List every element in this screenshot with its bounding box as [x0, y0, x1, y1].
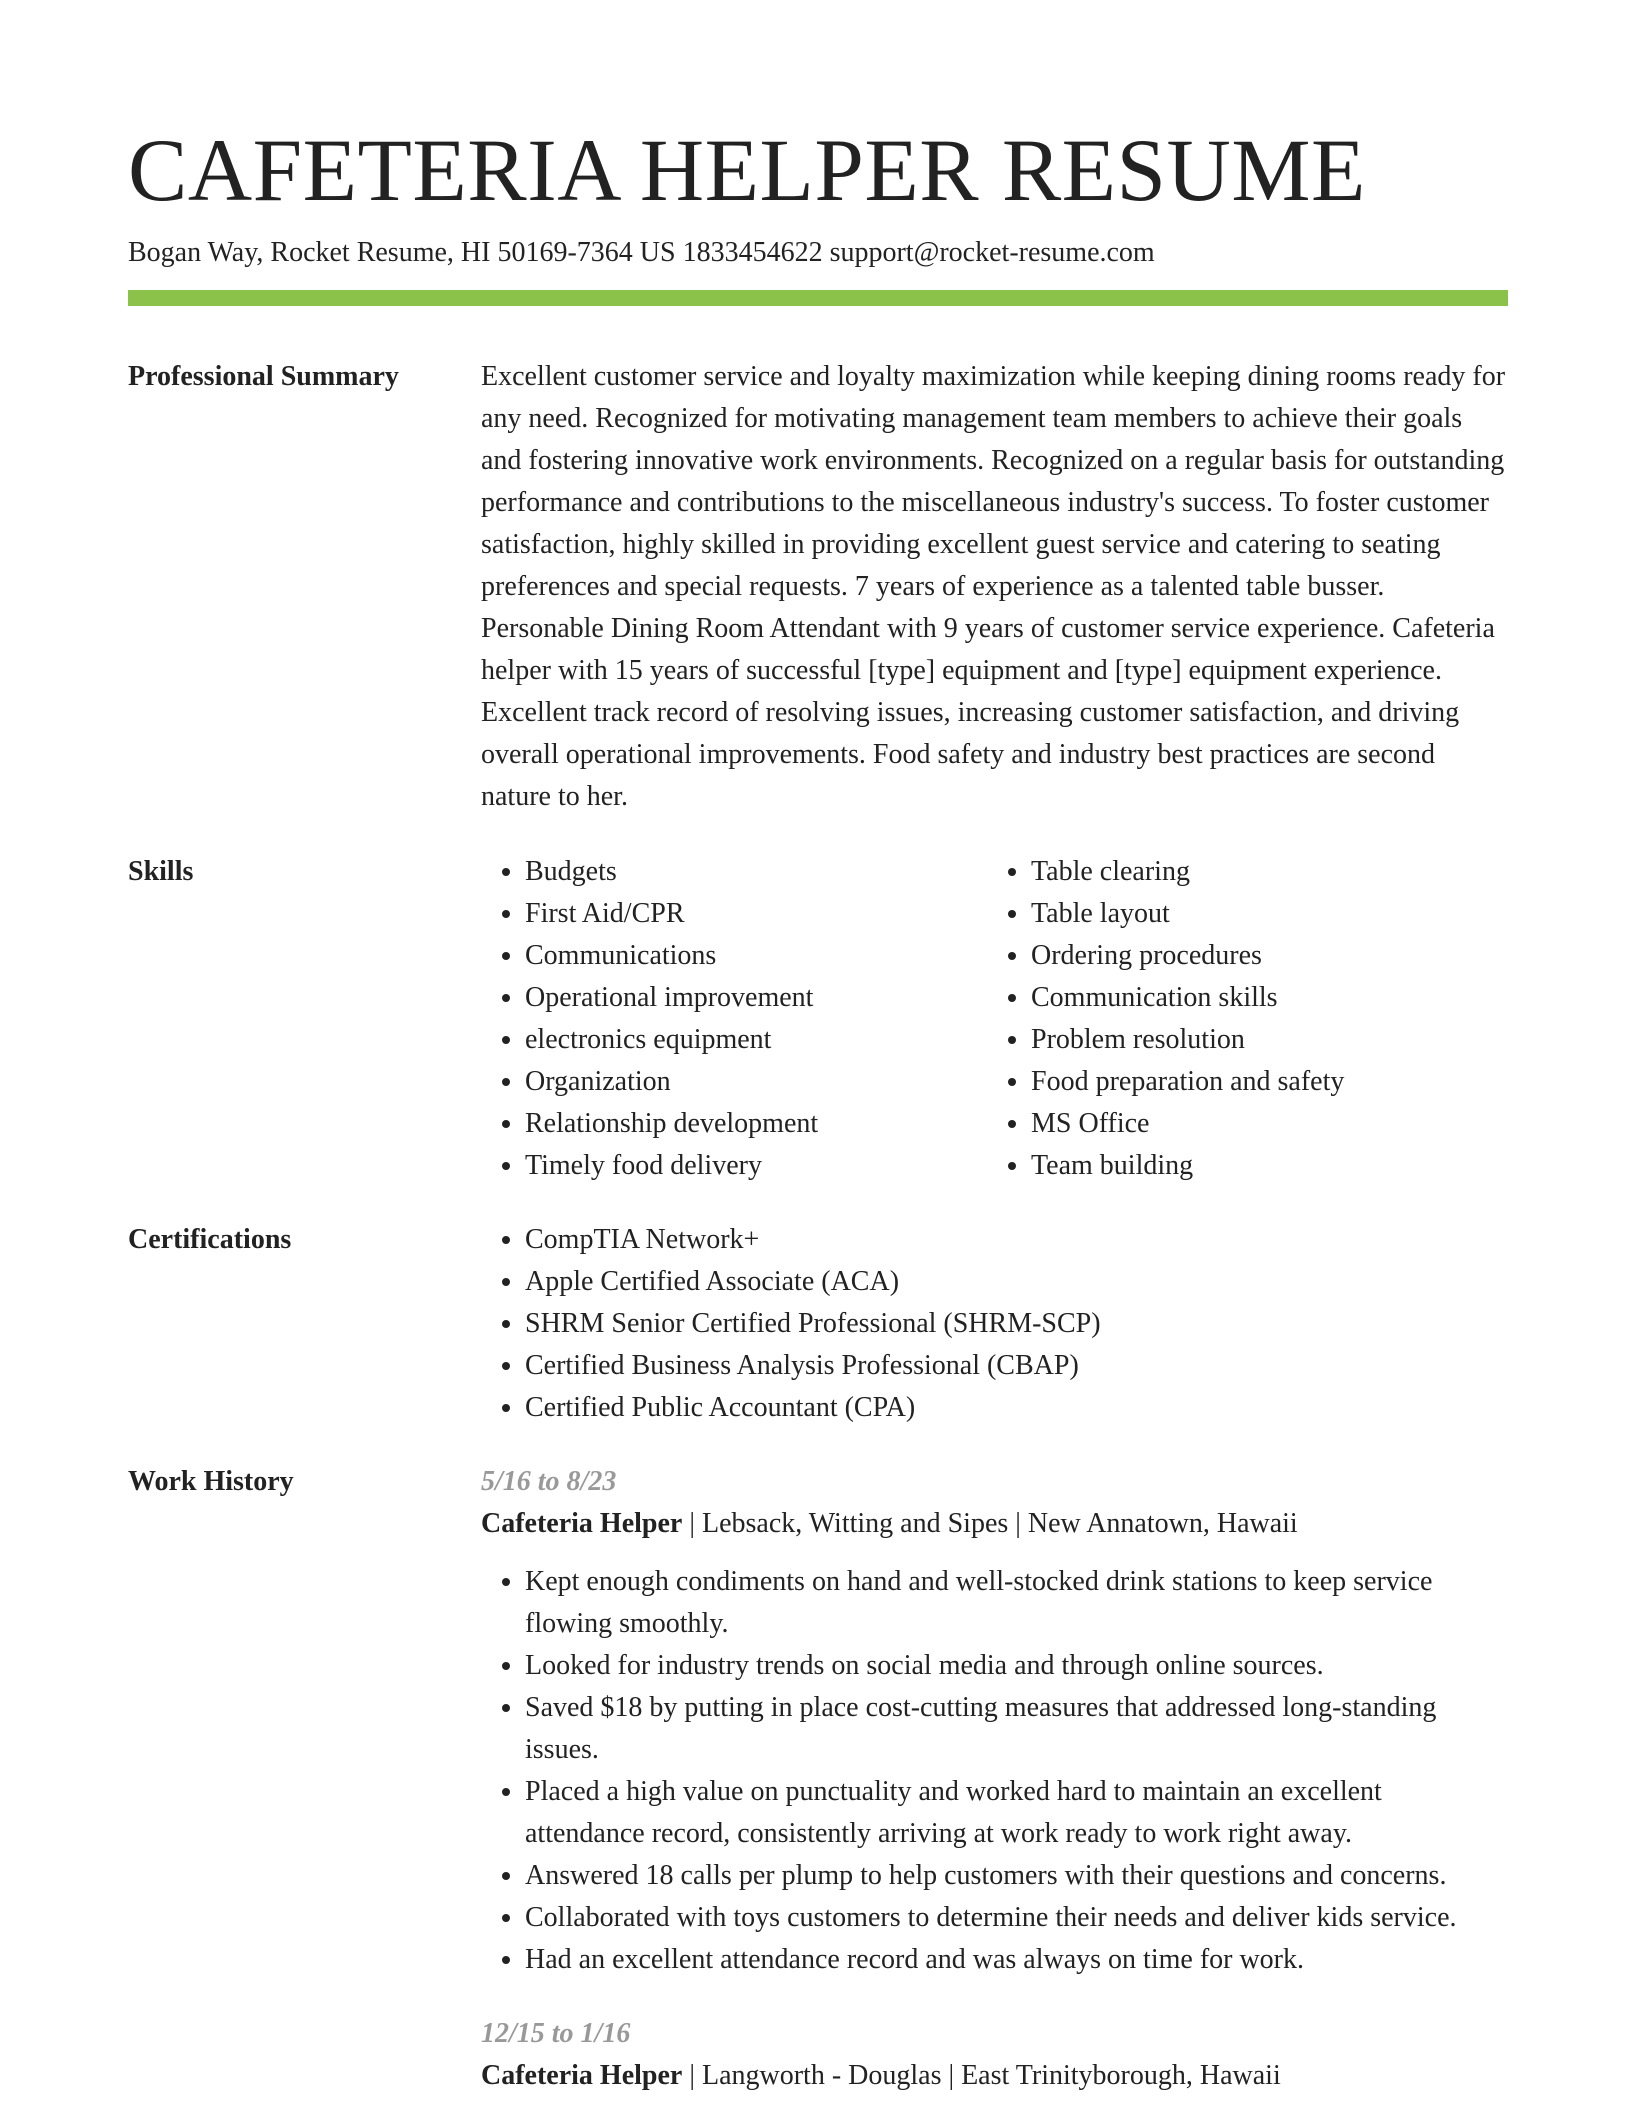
work-history-section	[128, 1461, 1508, 2097]
skills-list-right	[987, 851, 1493, 1187]
list-item: • Saved $18 by putting in place cost-cutting measures that addressed long-standing issues.	[525, 1687, 1508, 1771]
work-history-label: Work History	[128, 1466, 294, 1497]
list-item: • Ordering procedures	[1031, 935, 1493, 977]
job-dates: 5/16 to 8/23	[481, 1466, 617, 1497]
list-item: • Food preparation and safety	[1031, 1061, 1493, 1103]
skills-label: Skills	[128, 856, 194, 887]
skills-list-left	[481, 851, 987, 1187]
list-item: • Budgets	[525, 851, 987, 893]
job-entry	[481, 2013, 1508, 2097]
work-history-body	[481, 1461, 1508, 2097]
list-item: • Placed a high value on punctuality and worked hard to maintain an excellent attendance record, consistently arriving at work ready to work right away.	[525, 1771, 1508, 1855]
list-item: • CompTIA Network+	[525, 1219, 1508, 1261]
list-item: • SHRM Senior Certified Professional (SHRM-SCP)	[525, 1303, 1508, 1345]
page-title: CAFETERIA HELPER RESUME	[128, 122, 1366, 220]
list-item: • Operational improvement	[525, 977, 987, 1019]
list-item: • Table clearing	[1031, 851, 1493, 893]
certifications-body	[481, 1219, 1508, 1429]
list-item: • Certified Public Accountant (CPA)	[525, 1387, 1508, 1429]
list-item: • Looked for industry trends on social media and through online sources.	[525, 1645, 1508, 1687]
job-role: Cafeteria Helper	[481, 2060, 683, 2091]
job-entry	[481, 1461, 1508, 1981]
list-item: • Apple Certified Associate (ACA)	[525, 1261, 1508, 1303]
list-item: • Timely food delivery	[525, 1145, 987, 1187]
job-dates: 12/15 to 1/16	[481, 2018, 631, 2049]
certifications-list	[481, 1219, 1508, 1429]
list-item: • Had an excellent attendance record and was always on time for work.	[525, 1939, 1508, 1981]
list-item: • Table layout	[1031, 893, 1493, 935]
list-item: • Communication skills	[1031, 977, 1493, 1019]
list-item: • MS Office	[1031, 1103, 1493, 1145]
resume-page	[128, 0, 1508, 2097]
job-details: | Langworth - Douglas | East Trinityborough, Hawaii	[682, 2060, 1281, 2091]
list-item: • electronics equipment	[525, 1019, 987, 1061]
contact-line: Bogan Way, Rocket Resume, HI 50169-7364 US 1833454622 support@rocket-resume.com	[128, 237, 1155, 268]
certifications-label: Certifications	[128, 1224, 292, 1255]
list-item: • First Aid/CPR	[525, 893, 987, 935]
summary-section	[128, 356, 1508, 818]
list-item: • Organization	[525, 1061, 987, 1103]
list-item: • Communications	[525, 935, 987, 977]
job-heading	[481, 2055, 1508, 2097]
summary-text: Excellent customer service and loyalty maximization while keeping dining rooms ready for any need. Recognized for motivating management team members to achieve their goals and fostering innovative work environments. Recognized on a regular basis for outstanding performance and contributions to the miscellaneous industry's success. To foster customer satisfaction, highly skilled in providing excellent guest service and catering to seating preferences and special requests. 7 years of experience as a talented table busser. Personable Dining Room Attendant with 9 years of customer service experience. Cafeteria helper with 15 years of successful [type] equipment and [type] equipment experience. Excellent track record of resolving issues, increasing customer satisfaction, and driving overall operational improvements. Food safety and industry best practices are second nature to her.	[481, 361, 1506, 812]
skills-columns	[481, 851, 1508, 1187]
job-bullets	[481, 1561, 1508, 1981]
list-item: • Relationship development	[525, 1103, 987, 1145]
accent-divider	[128, 290, 1508, 306]
list-item: • Certified Business Analysis Professional (CBAP)	[525, 1345, 1508, 1387]
job-details: | Lebsack, Witting and Sipes | New Annatown, Hawaii	[682, 1508, 1298, 1539]
job-heading	[481, 1503, 1508, 1545]
list-item: • Answered 18 calls per plump to help customers with their questions and concerns.	[525, 1855, 1508, 1897]
job-role: Cafeteria Helper	[481, 1508, 683, 1539]
certifications-section	[128, 1219, 1508, 1429]
list-item: • Team building	[1031, 1145, 1493, 1187]
list-item: • Kept enough condiments on hand and well-stocked drink stations to keep service flowing smoothly.	[525, 1561, 1508, 1645]
summary-label: Professional Summary	[128, 361, 399, 392]
list-item: • Problem resolution	[1031, 1019, 1493, 1061]
skills-section	[128, 851, 1508, 1187]
list-item: • Collaborated with toys customers to determine their needs and deliver kids service.	[525, 1897, 1508, 1939]
